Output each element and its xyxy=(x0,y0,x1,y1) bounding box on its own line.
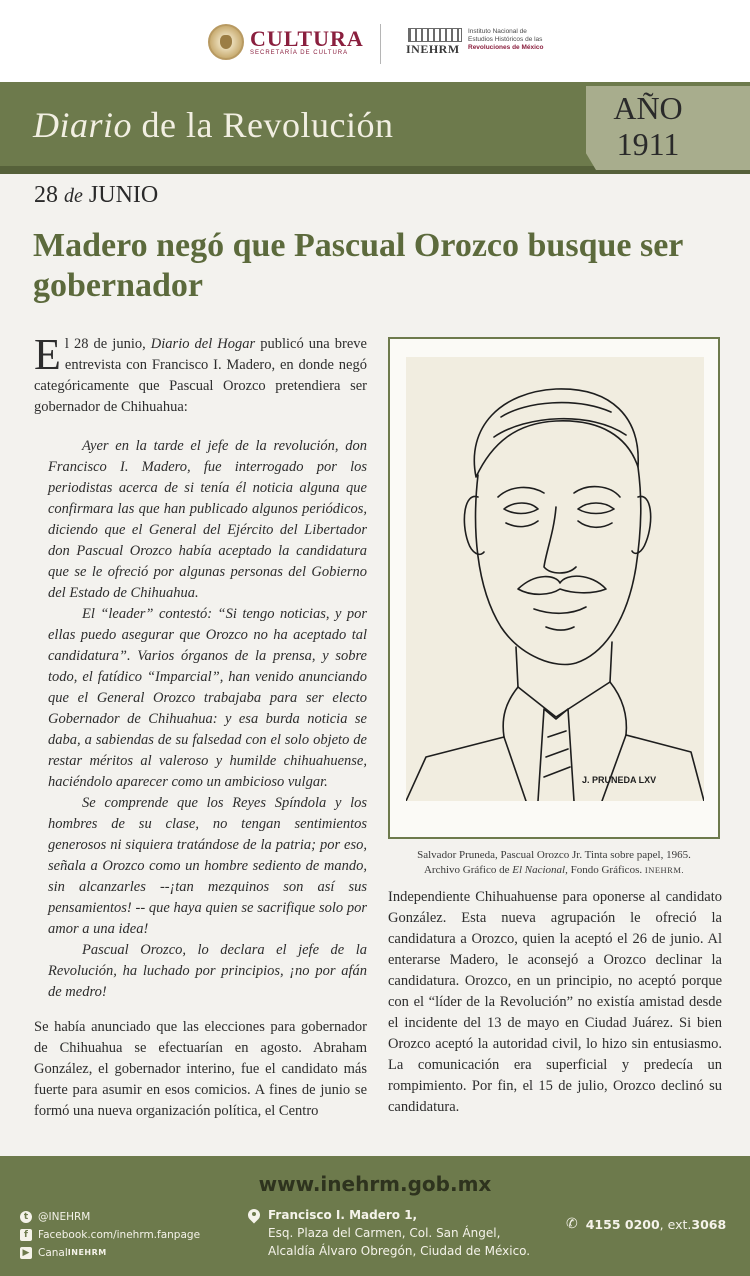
address-line3: Alcaldía Álvaro Obregón, Ciudad de México. xyxy=(268,1244,531,1258)
portrait-sketch xyxy=(406,357,704,801)
year-number: 1911 xyxy=(616,126,680,162)
article-left-column xyxy=(34,330,367,1122)
website-link[interactable]: www.inehrm.gob.mx xyxy=(258,1172,492,1196)
location-pin-icon xyxy=(248,1209,260,1225)
quote-paragraph: Ayer en la tarde el jefe de la revolución, don Francisco I. Madero, fue interrogado por los periodistas acerca de si tenía él noticia alguna que confirmara las que han publicado algunos periódicos, diciendo que el General del Ejército del Libertador don Pascual Orozco había aceptado la candidatura que se le ofreció por algunas personas del Gobierno del Estado de Chihuahua. xyxy=(48,438,367,601)
article-paragraph: Se había anunciado que las elecciones para gobernador de Chihuahua se efectuarían en agosto. Abraham González, el gobernador interino, fue el candidato más fuerte para asumir en esos comicios. A fines de junio se formó una nueva organización política, el Centro xyxy=(34,1019,367,1119)
quote-paragraph: Se comprende que los Reyes Spíndola y los hombres de su clase, no tengan sentimientos generosos ni siquiera tratándose de la patria; por eso, señala a Orozco como un hombre sediento de mando, sin alcanzarles --¡tan mezquinos son así sus pensamientos! -- que haya quien se sacrifique solo por amor a una idea! xyxy=(48,795,367,937)
cultura-subtitle: SECRETARÍA DE CULTURA xyxy=(250,50,349,56)
inehrm-fullname: Instituto Nacional de Estudios Históricos de las Revoluciones de México xyxy=(468,28,544,51)
article-intro: El 28 de junio, Diario del Hogar publicó una breve entrevista con Francisco I. Madero, en donde negó categóricamente que Pascual Orozco pretendiera ser gobernador de Chihuahua: xyxy=(34,330,367,415)
eagle-seal-icon xyxy=(208,24,244,60)
article-paragraph: Independiente Chihuahuense para oponerse al candidato González. Esta nueva agrupación le ofreció la candidatura a Orozco, quien la aceptó el 26 de junio. Al enterarse Madero, le aconsejó a Orozco declinar la candidatura. Orozco, en un principio, no aceptó porque con el “líder de la Revolución” no existía amistad desde el incidente del 13 de mayo en Ciudad Juárez. Si bien Orozco aceptó la autoridad civil, lo hizo sin entusiasmo. La comunicación era superficial y predecía un rompimiento. Por fin, el 15 de julio, Orozco declinó su candidatura. xyxy=(388,889,722,1115)
youtube-link[interactable]: ▶ Canal INEHRM xyxy=(20,1244,200,1262)
logo-divider xyxy=(380,24,381,64)
article-date: 28 de JUNIO xyxy=(34,182,159,208)
building-icon xyxy=(408,28,462,42)
series-title: Diario de la Revolución xyxy=(33,105,394,145)
year-label xyxy=(600,90,696,162)
cultura-logo[interactable] xyxy=(208,24,364,60)
twitter-icon: t xyxy=(20,1211,32,1223)
address-street: Francisco I. Madero 1, xyxy=(268,1208,418,1222)
block-quote xyxy=(48,436,367,1003)
phone-icon: ✆ xyxy=(566,1216,578,1232)
year-word: AÑO xyxy=(613,90,683,126)
figure-caption: Salvador Pruneda, Pascual Orozco Jr. Tinta sobre papel, 1965. Archivo Gráfico de El Nacional, Fondo Gráficos. INEHRM. xyxy=(417,849,691,876)
drop-cap: E xyxy=(34,330,61,379)
article-headline: Madero negó que Pascual Orozco busque ser gobernador xyxy=(33,227,683,304)
youtube-icon: ▶ xyxy=(20,1247,32,1259)
quote-paragraph: El “leader” contestó: “Si tengo noticias, y por ellas puedo asegurar que Orozco no ha aceptado tal candidatura”. Varios órganos de la prensa, y sobre todo, el fatídico “Imparcial”, han venido anunciando que el General Orozco trabajaba para ser electo Gobernador de Chihuahua: y esa burda noticia se daba, a sabiendas de su falsedad con el solo objeto de restar méritos al valeroso y humilde chihuahuense, haciéndolo aparecer como un ambicioso vulgar. xyxy=(48,606,367,790)
inehrm-logo[interactable] xyxy=(406,28,544,58)
social-links xyxy=(20,1208,200,1262)
facebook-link[interactable]: f Facebook.com/inehrm.fanpage xyxy=(20,1226,200,1244)
cultura-wordmark: CULTURA xyxy=(250,26,364,51)
address-line2: Esq. Plaza del Carmen, Col. San Ángel, xyxy=(268,1226,501,1240)
twitter-link[interactable]: t @INEHRM xyxy=(20,1208,200,1226)
facebook-icon: f xyxy=(20,1229,32,1241)
article-right-column xyxy=(388,887,722,1118)
quote-paragraph: Pascual Orozco, lo declara el jefe de la Revolución, ha luchado por principios, ¡no por afán de medro! xyxy=(48,942,367,1000)
logo-bar xyxy=(0,0,750,82)
phone-contact[interactable]: ✆ 4155 0200 , ext. 3068 xyxy=(566,1216,727,1232)
sketch-signature: J. PRUNEDA LXV xyxy=(582,775,657,785)
inehrm-abbr: INEHRM xyxy=(406,42,460,56)
address-block xyxy=(248,1206,530,1260)
